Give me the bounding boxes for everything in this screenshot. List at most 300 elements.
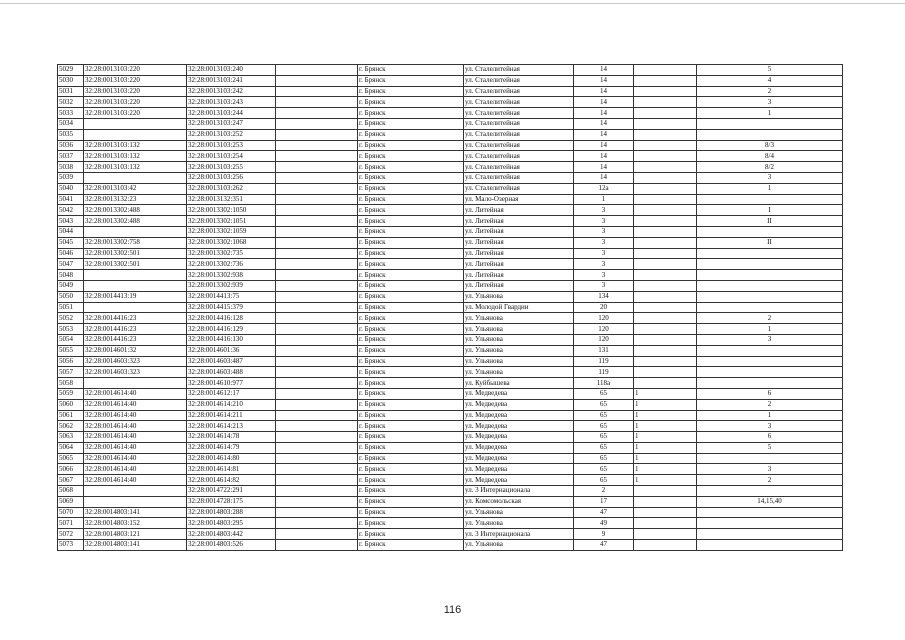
- street-cell: ул. Медведева: [464, 453, 574, 464]
- street-cell: ул. Сталелитейная: [464, 118, 574, 129]
- blank-column-cell: [276, 529, 358, 540]
- building-number-cell: [634, 151, 697, 162]
- building-number-cell: [634, 118, 697, 129]
- city-cell: г. Брянск: [358, 97, 464, 108]
- house-number-cell: 3: [574, 205, 634, 216]
- table-row: [58, 464, 843, 475]
- house-number-cell: 14: [574, 118, 634, 129]
- table-row: [58, 367, 843, 378]
- parent-cadastral-number-cell: 32:28:0014614:40: [84, 399, 187, 410]
- street-cell: ул. Медведева: [464, 464, 574, 475]
- blank-column-cell: [276, 259, 358, 270]
- blank-column-cell: [276, 486, 358, 497]
- blank-column-cell: [276, 183, 358, 194]
- row-number-cell: 5039: [58, 172, 84, 183]
- cadastral-number-cell: 32:28:0014603:487: [187, 356, 276, 367]
- row-number-cell: 5033: [58, 108, 84, 119]
- blank-column-cell: [276, 140, 358, 151]
- blank-column-cell: [276, 118, 358, 129]
- apartment-number-cell: 3: [697, 421, 843, 432]
- city-cell: г. Брянск: [358, 172, 464, 183]
- apartment-number-cell: [697, 453, 843, 464]
- street-cell: ул. Мало-Озерная: [464, 194, 574, 205]
- row-number-cell: 5049: [58, 280, 84, 291]
- cadastral-number-cell: 32:28:0013103:252: [187, 129, 276, 140]
- building-number-cell: 1: [634, 432, 697, 443]
- building-number-cell: [634, 345, 697, 356]
- house-number-cell: 119: [574, 356, 634, 367]
- house-number-cell: 134: [574, 291, 634, 302]
- cadastral-number-cell: 32:28:0013103:243: [187, 97, 276, 108]
- house-number-cell: 14: [574, 162, 634, 173]
- city-cell: г. Брянск: [358, 183, 464, 194]
- street-cell: ул. Ульянова: [464, 367, 574, 378]
- apartment-number-cell: 1: [697, 324, 843, 335]
- table-row: [58, 313, 843, 324]
- row-number-cell: 5046: [58, 248, 84, 259]
- row-number-cell: 5035: [58, 129, 84, 140]
- apartment-number-cell: [697, 118, 843, 129]
- blank-column-cell: [276, 248, 358, 259]
- house-number-cell: 131: [574, 345, 634, 356]
- row-number-cell: 5072: [58, 529, 84, 540]
- street-cell: ул. Медведева: [464, 421, 574, 432]
- building-number-cell: [634, 259, 697, 270]
- blank-column-cell: [276, 108, 358, 119]
- city-cell: г. Брянск: [358, 507, 464, 518]
- cadastral-number-cell: 32:28:0013103:256: [187, 172, 276, 183]
- blank-column-cell: [276, 313, 358, 324]
- city-cell: г. Брянск: [358, 345, 464, 356]
- house-number-cell: 14: [574, 172, 634, 183]
- cadastral-number-cell: 32:28:0014612:17: [187, 388, 276, 399]
- cadastral-number-cell: 32:28:0013103:241: [187, 75, 276, 86]
- blank-column-cell: [276, 302, 358, 313]
- city-cell: г. Брянск: [358, 129, 464, 140]
- table-row: [58, 108, 843, 119]
- building-number-cell: [634, 140, 697, 151]
- blank-column-cell: [276, 345, 358, 356]
- cadastral-number-cell: 32:28:0014803:295: [187, 518, 276, 529]
- row-number-cell: 5042: [58, 205, 84, 216]
- row-number-cell: 5070: [58, 507, 84, 518]
- house-number-cell: 3: [574, 270, 634, 281]
- building-number-cell: [634, 75, 697, 86]
- parent-cadastral-number-cell: 32:28:0013103:220: [84, 65, 187, 76]
- city-cell: г. Брянск: [358, 205, 464, 216]
- table-row: [58, 442, 843, 453]
- street-cell: ул. Сталелитейная: [464, 75, 574, 86]
- parent-cadastral-number-cell: 32:28:0014603:323: [84, 367, 187, 378]
- street-cell: ул. Сталелитейная: [464, 129, 574, 140]
- row-number-cell: 5047: [58, 259, 84, 270]
- street-cell: ул. Сталелитейная: [464, 108, 574, 119]
- row-number-cell: 5037: [58, 151, 84, 162]
- table-row: [58, 486, 843, 497]
- row-number-cell: 5048: [58, 270, 84, 281]
- city-cell: г. Брянск: [358, 302, 464, 313]
- cadastral-number-cell: 32:28:0014614:78: [187, 432, 276, 443]
- parent-cadastral-number-cell: 32:28:0014614:40: [84, 475, 187, 486]
- blank-column-cell: [276, 162, 358, 173]
- parent-cadastral-number-cell: 32:28:0014413:19: [84, 291, 187, 302]
- city-cell: г. Брянск: [358, 108, 464, 119]
- row-number-cell: 5061: [58, 410, 84, 421]
- blank-column-cell: [276, 367, 358, 378]
- street-cell: ул. Медведева: [464, 399, 574, 410]
- blank-column-cell: [276, 280, 358, 291]
- city-cell: г. Брянск: [358, 75, 464, 86]
- parent-cadastral-number-cell: 32:28:0014614:40: [84, 410, 187, 421]
- table-row: [58, 216, 843, 227]
- city-cell: г. Брянск: [358, 226, 464, 237]
- table-row: [58, 518, 843, 529]
- apartment-number-cell: 6: [697, 432, 843, 443]
- table-row: [58, 259, 843, 270]
- apartment-number-cell: [697, 507, 843, 518]
- parent-cadastral-number-cell: 32:28:0014601:32: [84, 345, 187, 356]
- apartment-number-cell: 3: [697, 334, 843, 345]
- street-cell: ул. Литейная: [464, 226, 574, 237]
- cadastral-number-cell: 32:28:0014614:82: [187, 475, 276, 486]
- blank-column-cell: [276, 270, 358, 281]
- row-number-cell: 5050: [58, 291, 84, 302]
- city-cell: г. Брянск: [358, 421, 464, 432]
- house-number-cell: 3: [574, 237, 634, 248]
- apartment-number-cell: [697, 194, 843, 205]
- city-cell: г. Брянск: [358, 367, 464, 378]
- registry-rows: [58, 65, 843, 551]
- parent-cadastral-number-cell: 32:28:0014803:141: [84, 507, 187, 518]
- building-number-cell: 1: [634, 421, 697, 432]
- row-number-cell: 5065: [58, 453, 84, 464]
- table-row: [58, 183, 843, 194]
- house-number-cell: 9: [574, 529, 634, 540]
- house-number-cell: 47: [574, 507, 634, 518]
- parent-cadastral-number-cell: 32:28:0013103:220: [84, 75, 187, 86]
- building-number-cell: [634, 378, 697, 389]
- building-number-cell: [634, 302, 697, 313]
- table-row: [58, 118, 843, 129]
- street-cell: ул. Молодой Гвардии: [464, 302, 574, 313]
- apartment-number-cell: [697, 226, 843, 237]
- cadastral-number-cell: 32:28:0014416:129: [187, 324, 276, 335]
- apartment-number-cell: 2: [697, 313, 843, 324]
- registry-table: [57, 64, 843, 551]
- house-number-cell: 14: [574, 97, 634, 108]
- parent-cadastral-number-cell: 32:28:0014416:23: [84, 324, 187, 335]
- parent-cadastral-number-cell: 32:28:0013103:220: [84, 97, 187, 108]
- blank-column-cell: [276, 151, 358, 162]
- cadastral-number-cell: 32:28:0014803:288: [187, 507, 276, 518]
- row-number-cell: 5056: [58, 356, 84, 367]
- house-number-cell: 17: [574, 496, 634, 507]
- parent-cadastral-number-cell: 32:28:0013103:220: [84, 86, 187, 97]
- apartment-number-cell: 1: [697, 410, 843, 421]
- table-row: [58, 345, 843, 356]
- building-number-cell: [634, 108, 697, 119]
- city-cell: г. Брянск: [358, 65, 464, 76]
- apartment-number-cell: [697, 270, 843, 281]
- table-row: [58, 421, 843, 432]
- apartment-number-cell: 2: [697, 399, 843, 410]
- cadastral-number-cell: 32:28:0013103:254: [187, 151, 276, 162]
- building-number-cell: [634, 216, 697, 227]
- city-cell: г. Брянск: [358, 410, 464, 421]
- apartment-number-cell: [697, 259, 843, 270]
- cadastral-number-cell: 32:28:0014803:442: [187, 529, 276, 540]
- table-row: [58, 162, 843, 173]
- parent-cadastral-number-cell: [84, 302, 187, 313]
- table-row: [58, 140, 843, 151]
- street-cell: ул. 3 Интернационала: [464, 529, 574, 540]
- apartment-number-cell: 2: [697, 475, 843, 486]
- city-cell: г. Брянск: [358, 464, 464, 475]
- building-number-cell: [634, 97, 697, 108]
- cadastral-number-cell: 32:28:0014416:128: [187, 313, 276, 324]
- house-number-cell: 2: [574, 486, 634, 497]
- building-number-cell: [634, 507, 697, 518]
- cadastral-number-cell: 32:28:0014614:80: [187, 453, 276, 464]
- building-number-cell: 1: [634, 399, 697, 410]
- street-cell: ул. Литейная: [464, 270, 574, 281]
- blank-column-cell: [276, 226, 358, 237]
- city-cell: г. Брянск: [358, 388, 464, 399]
- apartment-number-cell: [697, 486, 843, 497]
- street-cell: ул. Ульянова: [464, 518, 574, 529]
- apartment-number-cell: II: [697, 237, 843, 248]
- street-cell: ул. Литейная: [464, 280, 574, 291]
- blank-column-cell: [276, 410, 358, 421]
- street-cell: ул. Куйбышева: [464, 378, 574, 389]
- blank-column-cell: [276, 194, 358, 205]
- house-number-cell: 14: [574, 108, 634, 119]
- apartment-number-cell: I: [697, 205, 843, 216]
- table-row: [58, 334, 843, 345]
- street-cell: ул. Литейная: [464, 216, 574, 227]
- building-number-cell: 1: [634, 442, 697, 453]
- cadastral-number-cell: 32:28:0014603:488: [187, 367, 276, 378]
- house-number-cell: 65: [574, 388, 634, 399]
- building-number-cell: [634, 367, 697, 378]
- row-number-cell: 5054: [58, 334, 84, 345]
- building-number-cell: [634, 496, 697, 507]
- building-number-cell: [634, 291, 697, 302]
- city-cell: г. Брянск: [358, 280, 464, 291]
- street-cell: ул. Сталелитейная: [464, 183, 574, 194]
- parent-cadastral-number-cell: [84, 280, 187, 291]
- city-cell: г. Брянск: [358, 475, 464, 486]
- table-row: [58, 280, 843, 291]
- table-row: [58, 453, 843, 464]
- parent-cadastral-number-cell: 32:28:0013103:220: [84, 108, 187, 119]
- building-number-cell: [634, 183, 697, 194]
- table-row: [58, 540, 843, 551]
- apartment-number-cell: 14,15,40: [697, 496, 843, 507]
- city-cell: г. Брянск: [358, 518, 464, 529]
- apartment-number-cell: 8/3: [697, 140, 843, 151]
- city-cell: г. Брянск: [358, 313, 464, 324]
- cadastral-number-cell: 32:28:0014415:379: [187, 302, 276, 313]
- building-number-cell: [634, 356, 697, 367]
- table-row: [58, 194, 843, 205]
- apartment-number-cell: [697, 280, 843, 291]
- house-number-cell: 3: [574, 280, 634, 291]
- building-number-cell: [634, 486, 697, 497]
- blank-column-cell: [276, 399, 358, 410]
- parent-cadastral-number-cell: 32:28:0013302:501: [84, 248, 187, 259]
- table-row: [58, 172, 843, 183]
- parent-cadastral-number-cell: [84, 496, 187, 507]
- table-row: [58, 75, 843, 86]
- parent-cadastral-number-cell: [84, 172, 187, 183]
- row-number-cell: 5064: [58, 442, 84, 453]
- street-cell: ул. Литейная: [464, 248, 574, 259]
- cadastral-number-cell: 32:28:0014601:36: [187, 345, 276, 356]
- cadastral-number-cell: 32:28:0014803:526: [187, 540, 276, 551]
- city-cell: г. Брянск: [358, 356, 464, 367]
- building-number-cell: [634, 65, 697, 76]
- row-number-cell: 5031: [58, 86, 84, 97]
- building-number-cell: 1: [634, 410, 697, 421]
- row-number-cell: 5063: [58, 432, 84, 443]
- house-number-cell: 14: [574, 75, 634, 86]
- row-number-cell: 5051: [58, 302, 84, 313]
- blank-column-cell: [276, 356, 358, 367]
- row-number-cell: 5045: [58, 237, 84, 248]
- street-cell: ул. Ульянова: [464, 334, 574, 345]
- blank-column-cell: [276, 507, 358, 518]
- street-cell: ул. Комсомольская: [464, 496, 574, 507]
- apartment-number-cell: 1: [697, 108, 843, 119]
- parent-cadastral-number-cell: [84, 378, 187, 389]
- parent-cadastral-number-cell: 32:28:0013302:501: [84, 259, 187, 270]
- house-number-cell: 120: [574, 324, 634, 335]
- building-number-cell: [634, 226, 697, 237]
- house-number-cell: 3: [574, 216, 634, 227]
- row-number-cell: 5052: [58, 313, 84, 324]
- table-row: [58, 151, 843, 162]
- house-number-cell: 20: [574, 302, 634, 313]
- apartment-number-cell: 5: [697, 442, 843, 453]
- city-cell: г. Брянск: [358, 453, 464, 464]
- city-cell: г. Брянск: [358, 399, 464, 410]
- house-number-cell: 3: [574, 248, 634, 259]
- parent-cadastral-number-cell: 32:28:0014614:40: [84, 388, 187, 399]
- house-number-cell: 65: [574, 475, 634, 486]
- house-number-cell: 14: [574, 129, 634, 140]
- house-number-cell: 12а: [574, 183, 634, 194]
- row-number-cell: 5057: [58, 367, 84, 378]
- street-cell: ул. Сталелитейная: [464, 162, 574, 173]
- table-row: [58, 270, 843, 281]
- table-row: [58, 496, 843, 507]
- building-number-cell: [634, 324, 697, 335]
- table-row: [58, 529, 843, 540]
- street-cell: ул. Ульянова: [464, 291, 574, 302]
- cadastral-number-cell: 32:28:0014614:211: [187, 410, 276, 421]
- house-number-cell: 65: [574, 442, 634, 453]
- street-cell: ул. Сталелитейная: [464, 151, 574, 162]
- building-number-cell: [634, 172, 697, 183]
- apartment-number-cell: [697, 356, 843, 367]
- city-cell: г. Брянск: [358, 270, 464, 281]
- apartment-number-cell: 5: [697, 65, 843, 76]
- blank-column-cell: [276, 475, 358, 486]
- street-cell: ул. Сталелитейная: [464, 65, 574, 76]
- house-number-cell: 119: [574, 367, 634, 378]
- parent-cadastral-number-cell: [84, 118, 187, 129]
- apartment-number-cell: 8/2: [697, 162, 843, 173]
- parent-cadastral-number-cell: 32:28:0014803:152: [84, 518, 187, 529]
- apartment-number-cell: 3: [697, 172, 843, 183]
- building-number-cell: [634, 248, 697, 259]
- street-cell: ул. Сталелитейная: [464, 140, 574, 151]
- blank-column-cell: [276, 432, 358, 443]
- apartment-number-cell: [697, 540, 843, 551]
- cadastral-number-cell: 32:28:0014722:291: [187, 486, 276, 497]
- city-cell: г. Брянск: [358, 248, 464, 259]
- building-number-cell: [634, 237, 697, 248]
- building-number-cell: [634, 518, 697, 529]
- street-cell: ул. Литейная: [464, 205, 574, 216]
- parent-cadastral-number-cell: 32:28:0013103:132: [84, 140, 187, 151]
- cadastral-number-cell: 32:28:0014413:75: [187, 291, 276, 302]
- table-row: [58, 65, 843, 76]
- row-number-cell: 5058: [58, 378, 84, 389]
- parent-cadastral-number-cell: 32:28:0013302:488: [84, 205, 187, 216]
- blank-column-cell: [276, 129, 358, 140]
- row-number-cell: 5036: [58, 140, 84, 151]
- house-number-cell: 3: [574, 259, 634, 270]
- house-number-cell: 14: [574, 65, 634, 76]
- apartment-number-cell: [697, 291, 843, 302]
- table-row: [58, 205, 843, 216]
- blank-column-cell: [276, 291, 358, 302]
- table-row: [58, 432, 843, 443]
- row-number-cell: 5062: [58, 421, 84, 432]
- table-row: [58, 388, 843, 399]
- page-number: 116: [443, 604, 462, 616]
- apartment-number-cell: [697, 248, 843, 259]
- house-number-cell: 120: [574, 313, 634, 324]
- row-number-cell: 5053: [58, 324, 84, 335]
- house-number-cell: 65: [574, 432, 634, 443]
- table-row: [58, 475, 843, 486]
- city-cell: г. Брянск: [358, 151, 464, 162]
- city-cell: г. Брянск: [358, 486, 464, 497]
- city-cell: г. Брянск: [358, 118, 464, 129]
- blank-column-cell: [276, 65, 358, 76]
- house-number-cell: 49: [574, 518, 634, 529]
- blank-column-cell: [276, 388, 358, 399]
- street-cell: ул. Сталелитейная: [464, 97, 574, 108]
- building-number-cell: [634, 334, 697, 345]
- apartment-number-cell: 3: [697, 464, 843, 475]
- street-cell: ул. Литейная: [464, 237, 574, 248]
- blank-column-cell: [276, 334, 358, 345]
- parent-cadastral-number-cell: 32:28:0013103:132: [84, 151, 187, 162]
- house-number-cell: 3: [574, 226, 634, 237]
- cadastral-number-cell: 32:28:0013103:240: [187, 65, 276, 76]
- table-row: [58, 399, 843, 410]
- building-number-cell: [634, 162, 697, 173]
- street-cell: ул. Сталелитейная: [464, 172, 574, 183]
- apartment-number-cell: [697, 518, 843, 529]
- parent-cadastral-number-cell: [84, 486, 187, 497]
- cadastral-number-cell: 32:28:0014614:81: [187, 464, 276, 475]
- blank-column-cell: [276, 172, 358, 183]
